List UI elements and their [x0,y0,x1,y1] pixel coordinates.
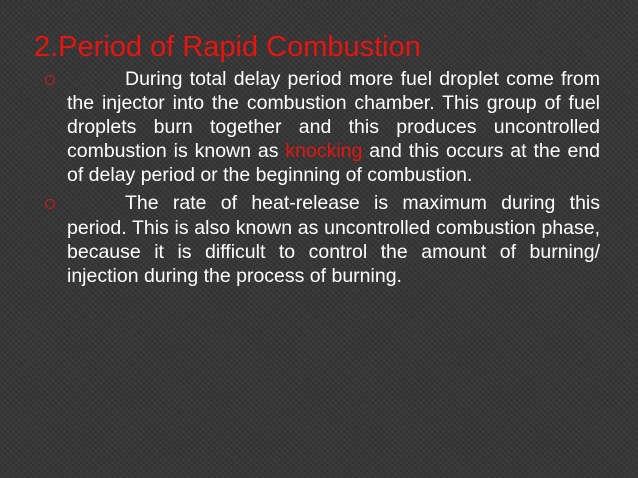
paragraph-heat-release [43,191,600,287]
paragraph-delay-period [43,67,600,187]
slide-body [43,67,600,292]
paragraph-text-after: and this occurs at the end of delay period or the beginning of combustion. [67,140,601,187]
slide-title: 2.Period of Rapid Combustion [34,31,421,63]
highlighted-term-knocking: knocking [285,140,363,163]
circle-bullet-icon [45,199,55,209]
paragraph-text [67,67,600,187]
paragraph-text-before: During total delay period more fuel droplet come from the injector into the combustion chamber. This group of fuel droplets burn together and this produces uncontrolled combustion is known as [67,68,600,163]
circle-bullet-icon [45,75,55,85]
paragraph-text: The rate of heat-release is maximum during this period. This is also known as uncontrolled combustion phase, because it is difficult to control the amount of burning/ injection during the process of burning. [67,192,600,287]
